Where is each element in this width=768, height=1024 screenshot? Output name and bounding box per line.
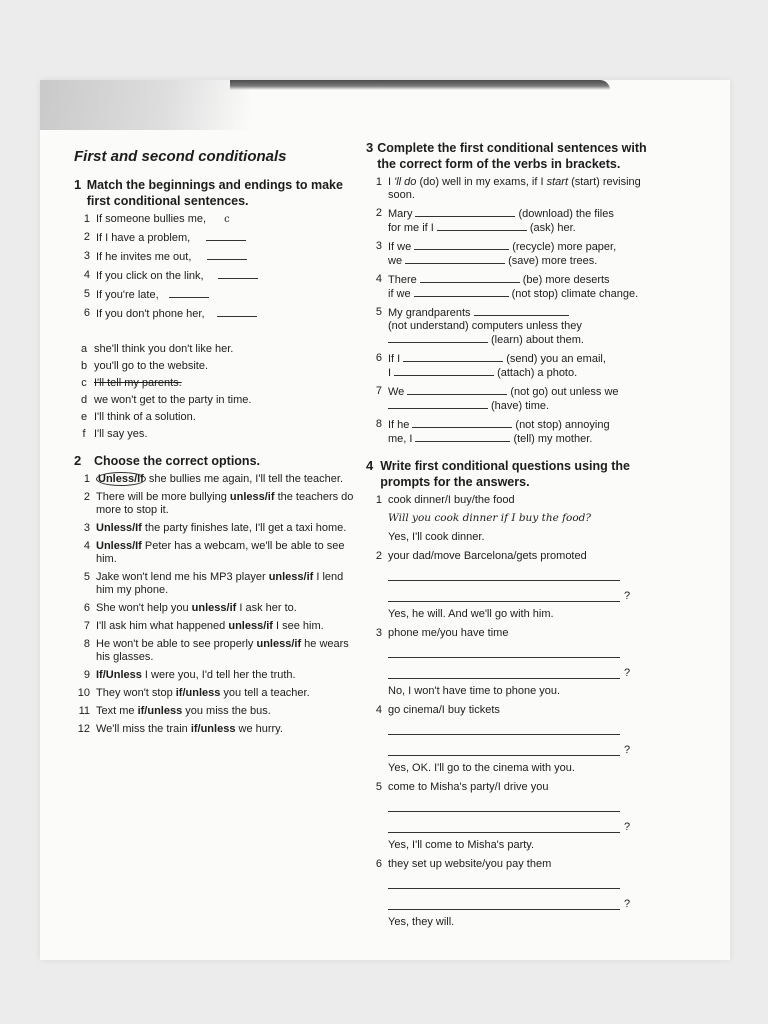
option-choice[interactable]: unless/if xyxy=(229,491,275,503)
exercise-2-items xyxy=(74,473,354,736)
list-item: 2 your dad/move Barcelona/gets promoted xyxy=(375,550,587,562)
answer-line[interactable] xyxy=(388,743,620,756)
list-item: a she'll think you don't like her. xyxy=(80,343,234,355)
answer-line[interactable] xyxy=(388,722,620,735)
list-item: 6 She won't help you unless/if I ask her to. xyxy=(83,602,297,614)
list-item: 5 If you're late, xyxy=(74,288,354,302)
exercise-number: 4 xyxy=(366,458,374,473)
list-item: 6 If I (send) you an email, I (attach) a photo. xyxy=(375,352,606,379)
option-choice[interactable]: if/unless xyxy=(190,723,236,735)
answer-lines: ? xyxy=(388,876,666,910)
answer-lines: ? xyxy=(388,799,666,833)
list-item: e I'll think of a solution. xyxy=(80,411,196,423)
list-item: 7 We (not go) out unless we (have) time. xyxy=(375,385,619,412)
list-item: 12 We'll miss the train if/unless we hurry. xyxy=(77,723,283,735)
list-item: 8 If he (not stop) annoying me, I (tell) my mother. xyxy=(375,418,610,445)
answer-blank[interactable] xyxy=(412,418,512,428)
answer-line[interactable] xyxy=(388,645,620,658)
list-item: 11 Text me if/unless you miss the bus. xyxy=(78,705,271,717)
answer-blank[interactable] xyxy=(407,385,507,395)
answer-line[interactable] xyxy=(388,568,620,581)
exercise-4-heading xyxy=(366,458,666,490)
page-title: First and second conditionals xyxy=(74,148,287,165)
circled-option[interactable]: Unless/If xyxy=(98,473,144,485)
list-item: b you'll go to the website. xyxy=(80,360,209,372)
list-item: 4 Unless/If Peter has a webcam, we'll be able to see him. xyxy=(83,540,345,565)
answer-blank[interactable] xyxy=(437,221,527,231)
header-decoration xyxy=(40,80,250,130)
list-item: 5 Jake won't lend me his MP3 player unless/if I lend him my phone. xyxy=(83,571,344,596)
answer-blank[interactable] xyxy=(217,307,257,317)
answer-line[interactable] xyxy=(388,897,620,910)
right-column xyxy=(366,140,666,935)
answer-line[interactable] xyxy=(388,589,620,602)
answer-line[interactable] xyxy=(388,820,620,833)
answer-blank[interactable] xyxy=(405,254,505,264)
list-item: 1 cook dinner/I buy/the food xyxy=(375,494,515,506)
answer-line[interactable] xyxy=(388,876,620,889)
example-answer: Will you cook dinner if I buy the food? xyxy=(388,512,592,524)
option-choice[interactable]: unless/if xyxy=(256,638,302,650)
header-bar xyxy=(230,80,610,90)
option-choice[interactable]: Unless/If xyxy=(96,522,142,534)
answer-lines: ? xyxy=(388,722,666,756)
list-item: 1 Unless/If she bullies me again, I'll tell the teacher. xyxy=(83,473,344,485)
option-choice[interactable]: If/Unless xyxy=(96,669,142,681)
exercise-2-heading xyxy=(74,453,354,469)
list-item: 4 go cinema/I buy tickets xyxy=(375,704,500,716)
answer-blank[interactable] xyxy=(415,207,515,217)
list-item: 5 come to Misha's party/I drive you xyxy=(375,781,549,793)
answer-blank[interactable] xyxy=(420,273,520,283)
answer-blank[interactable] xyxy=(206,231,246,241)
worksheet-page xyxy=(40,80,730,960)
handwritten-answer: c xyxy=(224,214,230,225)
answer-blank[interactable] xyxy=(474,306,569,316)
exercise-1-beginnings xyxy=(74,213,354,321)
list-item: 9 If/Unless I were you, I'd tell her the truth. xyxy=(83,669,296,681)
exercise-instruction: Complete the first conditional sentences with the correct form of the verbs in brackets. xyxy=(377,141,647,171)
list-item: 5 My grandparents (not understand) computers unless they (learn) about them. xyxy=(375,306,584,346)
given-answer: Yes, they will. xyxy=(388,916,455,928)
list-item: 2 If I have a problem, xyxy=(74,231,354,245)
exercise-3-heading xyxy=(366,140,666,172)
list-item: 8 He won't be able to see properly unless/if he wears his glasses. xyxy=(83,638,349,663)
list-item: 2 There will be more bullying unless/if the teachers do more to stop it. xyxy=(83,491,354,516)
exercise-3-items xyxy=(366,176,666,446)
answer-blank[interactable] xyxy=(388,333,488,343)
option-choice[interactable]: if/unless xyxy=(137,705,183,717)
list-item: f I'll say yes. xyxy=(82,428,148,440)
given-answer: Yes, he will. And we'll go with him. xyxy=(388,608,554,620)
list-item: 2 Mary (download) the files for me if I (ask) her. xyxy=(375,207,614,234)
given-answer: No, I won't have time to phone you. xyxy=(388,685,561,697)
list-item: 6 they set up website/you pay them xyxy=(375,858,552,870)
option-choice[interactable]: Unless/If xyxy=(96,540,142,552)
list-item: 3 If he invites me out, xyxy=(74,250,354,264)
exercise-1-endings xyxy=(74,343,354,441)
answer-blank[interactable] xyxy=(394,366,494,376)
exercise-instruction: Match the beginnings and endings to make first conditional sentences. xyxy=(86,178,343,208)
answer-blank[interactable] xyxy=(415,432,510,442)
list-item: c I'll tell my parents. xyxy=(81,377,182,389)
list-item: 4 If you click on the link, xyxy=(74,269,354,283)
option-choice[interactable]: if/unless xyxy=(175,687,221,699)
list-item: 1 If someone bullies me, c xyxy=(83,213,230,225)
given-answer: Yes, OK. I'll go to the cinema with you. xyxy=(388,762,575,774)
crossed-out-ending: I'll tell my parents. xyxy=(94,377,182,389)
answer-line[interactable] xyxy=(388,666,620,679)
option-choice[interactable]: unless/if xyxy=(228,620,273,632)
answer-blank[interactable] xyxy=(207,250,247,260)
list-item: 3 phone me/you have time xyxy=(375,627,509,639)
list-item: 6 If you don't phone her, xyxy=(74,307,354,321)
answer-blank[interactable] xyxy=(169,288,209,298)
exercise-number: 3 xyxy=(366,140,374,155)
exercise-4-items xyxy=(366,494,666,929)
list-item: 1 I 'll do (do) well in my exams, if I start (start) revising soon. xyxy=(375,176,641,201)
list-item: 4 There (be) more deserts if we (not stop) climate change. xyxy=(375,273,639,300)
given-answer: Yes, I'll come to Misha's party. xyxy=(388,839,535,851)
exercise-instruction: Choose the correct options. xyxy=(94,454,260,468)
answer-blank[interactable] xyxy=(414,287,509,297)
exercise-1-heading xyxy=(74,177,354,209)
option-choice[interactable]: unless/if xyxy=(191,602,237,614)
answer-blank[interactable] xyxy=(388,399,488,409)
given-answer: Yes, I'll cook dinner. xyxy=(388,531,485,543)
list-item: 10 They won't stop if/unless you tell a teacher. xyxy=(77,687,310,699)
answer-line[interactable] xyxy=(388,799,620,812)
left-column xyxy=(74,140,354,741)
list-item: d we won't get to the party in time. xyxy=(80,394,252,406)
answer-blank[interactable] xyxy=(218,269,258,279)
answer-blank[interactable] xyxy=(403,352,503,362)
exercise-number: 2 xyxy=(74,453,82,468)
answer-lines: ? xyxy=(388,645,666,679)
option-choice[interactable]: unless/if xyxy=(268,571,314,583)
exercise-instruction: Write first conditional questions using the prompts for the answers. xyxy=(380,459,630,489)
answer-blank[interactable] xyxy=(414,240,509,250)
answer-lines: ? xyxy=(388,568,666,602)
list-item: 3 Unless/If the party finishes late, I'll get a taxi home. xyxy=(83,522,347,534)
list-item: 7 I'll ask him what happened unless/if I see him. xyxy=(83,620,324,632)
list-item: 3 If we (recycle) more paper, we (save) more trees. xyxy=(375,240,617,267)
exercise-number: 1 xyxy=(74,177,82,192)
